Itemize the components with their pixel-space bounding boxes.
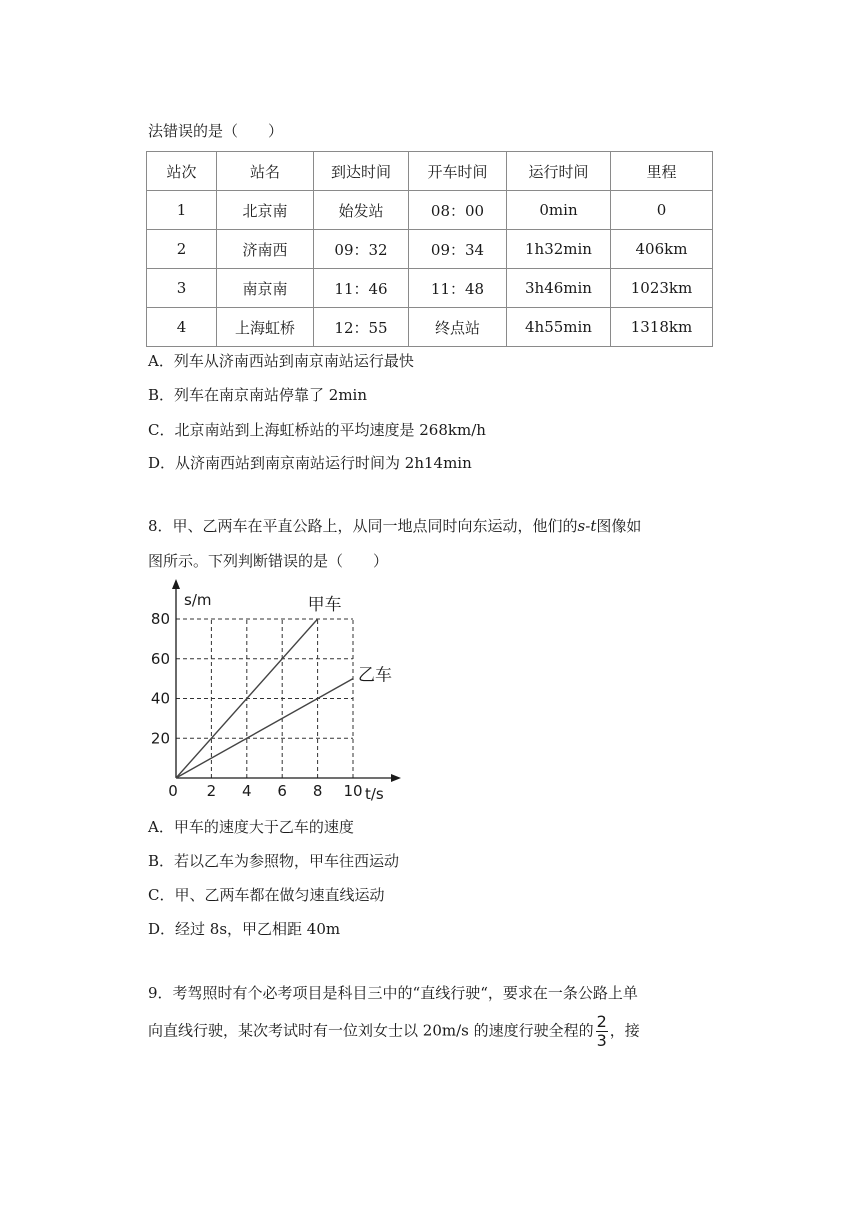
table-header-cell: 开车时间: [409, 152, 507, 191]
table-cell: 11：46: [314, 269, 409, 308]
q8-stem-line2: 图所示。下列判断错误的是（ ）: [148, 552, 389, 570]
table-cell: 406km: [611, 230, 713, 269]
table-cell: 12：55: [314, 308, 409, 347]
table-cell: 2: [147, 230, 217, 269]
table-cell: 北京南: [217, 191, 314, 230]
series-label-yi: 乙车: [358, 665, 392, 686]
x-axis-arrow: [391, 774, 401, 782]
table-cell: 11：48: [409, 269, 507, 308]
origin-label: 0: [168, 782, 178, 800]
table-header-cell: 里程: [611, 152, 713, 191]
table-cell: 3: [147, 269, 217, 308]
q7-stem-tail: 法错误的是（ ）: [148, 122, 284, 140]
table-cell: 1023km: [611, 269, 713, 308]
q9-line2-start: 向直线行驶，某次考试时有一位刘女士以 20m/s 的速度行驶全程的: [148, 1021, 594, 1040]
q8-option-c: C．甲、乙两车都在做匀速直线运动: [148, 886, 385, 904]
q9-line2-end: ，接: [609, 1021, 640, 1040]
fraction-denominator: 3: [596, 1031, 607, 1050]
series-label-jia: 甲车: [307, 595, 342, 615]
fraction-numerator: 2: [596, 1012, 607, 1031]
table-cell: 上海虹桥: [217, 308, 314, 347]
x-tick-label: 8: [312, 782, 323, 800]
series-line-yi: [176, 679, 353, 778]
table-header-cell: 到达时间: [314, 152, 409, 191]
table-cell: 始发站: [314, 191, 409, 230]
table-cell: 09：34: [409, 230, 507, 269]
x-tick-label: 4: [242, 782, 252, 800]
s-t-graph: [148, 575, 408, 810]
table-cell: 08：00: [409, 191, 507, 230]
table-header-row: [147, 152, 713, 191]
table-cell: 09：32: [314, 230, 409, 269]
table-header-cell: 站次: [147, 152, 217, 191]
q9-line1: 9．考驾照时有个必考项目是科目三中的“直线行驶“，要求在一条公路上单: [148, 984, 638, 1002]
table-header-cell: 站名: [217, 152, 314, 191]
table-cell: 济南西: [217, 230, 314, 269]
table-row: [147, 269, 713, 308]
table-cell: 4: [147, 308, 217, 347]
x-axis-label: t/s: [365, 785, 384, 803]
q8-stem-line1: [148, 515, 641, 536]
y-axis-arrow: [172, 579, 180, 589]
table-cell: 1h32min: [507, 230, 611, 269]
table-row: [147, 191, 713, 230]
q7-option-c: C．北京南站到上海虹桥站的平均速度是 268km/h: [148, 421, 486, 439]
table-cell: 终点站: [409, 308, 507, 347]
table-cell: 0min: [507, 191, 611, 230]
q8-stem-st: s-t: [577, 517, 597, 535]
q8-stem-text-end: 图像如: [596, 517, 642, 535]
q7-option-d: D．从济南西站到南京南站运行时间为 2h14min: [148, 454, 472, 472]
x-tick-label: 2: [206, 782, 217, 800]
q8-option-b: B．若以乙车为参照物，甲车往西运动: [148, 852, 400, 870]
table-cell: 1: [147, 191, 217, 230]
q8-option-d: D．经过 8s，甲乙相距 40m: [148, 920, 341, 938]
y-tick-label: 60: [150, 649, 170, 668]
table-cell: 1318km: [611, 308, 713, 347]
two-thirds-fraction: [596, 1014, 608, 1049]
q8-stem-text: 8．甲、乙两车在平直公路上，从同一地点同时向东运动，他们的: [148, 517, 578, 535]
y-tick-label: 40: [150, 689, 170, 708]
y-axis-label: s/m: [184, 591, 212, 609]
table-cell: 南京南: [217, 269, 314, 308]
table-cell: 3h46min: [507, 269, 611, 308]
y-tick-label: 80: [150, 610, 170, 628]
table-cell: 4h55min: [507, 308, 611, 347]
x-tick-label: 10: [343, 782, 363, 800]
x-tick-label: 6: [277, 782, 287, 800]
table-header-cell: 运行时间: [507, 152, 611, 191]
q9-line2: [148, 1014, 640, 1049]
y-tick-label: 20: [150, 729, 170, 748]
table-cell: 0: [611, 191, 713, 230]
q7-option-b: B．列车在南京南站停靠了 2min: [148, 386, 368, 404]
train-timetable: [146, 151, 713, 347]
table-row: [147, 230, 713, 269]
q7-option-a: A．列车从济南西站到南京南站运行最快: [148, 352, 414, 370]
q8-option-a: A．甲车的速度大于乙车的速度: [148, 818, 354, 836]
table-row: [147, 308, 713, 347]
